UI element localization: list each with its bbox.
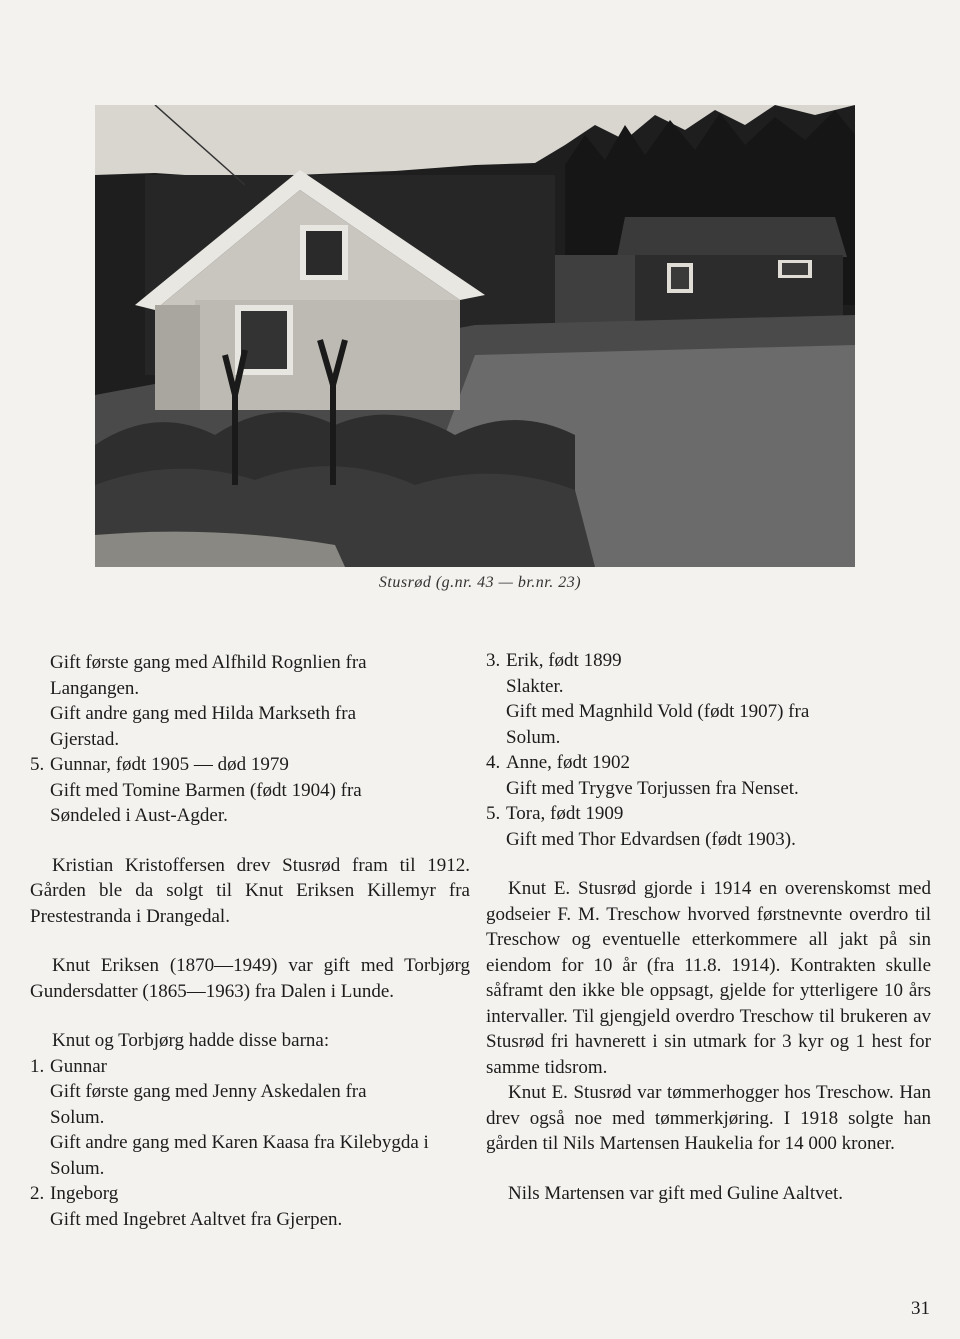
text-line: Gift med Magnhild Vold (født 1907) fra xyxy=(506,701,810,722)
child-number: 1. xyxy=(30,1055,45,1077)
paragraph: Nils Martensen var gift med Guline Aaltvet. xyxy=(508,1182,844,1204)
child-name: Tora, født 1909 xyxy=(506,803,624,824)
text-line: Gift med Tomine Barmen (født 1904) fra xyxy=(50,779,362,801)
child-number: 2. xyxy=(30,1183,45,1204)
child-name: Erik, født 1899 xyxy=(506,650,622,671)
child-entry xyxy=(30,752,470,778)
text-line: Langangen. xyxy=(50,677,140,699)
child-entry xyxy=(486,801,931,827)
paragraph: Knut Eriksen (1870—1949) var gift med Torbjørg Gundersdatter (1865—1963) fra Dalen i Lunde. xyxy=(30,955,470,1002)
text-line: Slakter. xyxy=(506,675,564,697)
page-number: 31 xyxy=(911,1298,930,1319)
right-column xyxy=(486,648,931,1206)
text-line: Solum. xyxy=(50,1106,105,1128)
paragraph: Knut E. Stusrød gjorde i 1914 en overenskomst med godseier F. M. Treschow hvorved førstnevnte overdro til Treschow og eventuelle etterkommere all jakt på sin eiendom for 10 år (fra 11.8. 1914). Kontrakten skulle såframt den ikke ble oppsagt, gjelde for ytterligere 10 års intervaller. Til gjengjeld overdro Treschow til brukeren av Stusrød fri havnerett i sin utmark for 3 kyr og 1 hest for samme tidsrom. xyxy=(486,878,931,1078)
child-entry xyxy=(486,750,931,776)
child-number: 5. xyxy=(486,803,501,824)
text-line: Solum. xyxy=(506,726,561,748)
paragraph: Knut E. Stusrød var tømmerhogger hos Treschow. Han drev også noe med tømmerkjøring. I 1918 solgte han gården til Nils Martensen Haukelia for 14 000 kroner. xyxy=(486,1082,931,1154)
child-number: 3. xyxy=(486,650,501,671)
child-number: 4. xyxy=(486,752,501,773)
text-line: Gift med Thor Edvardsen (født 1903). xyxy=(506,828,796,850)
text-line: Gift første gang med Alfhild Rognlien fra xyxy=(50,652,367,673)
child-entry xyxy=(486,648,931,674)
child-number: 5. xyxy=(30,754,45,775)
photo-caption: Stusrød (g.nr. 43 — br.nr. 23) xyxy=(378,574,582,591)
paragraph: Kristian Kristoffersen drev Stusrød fram til 1912. Gården ble da solgt til Knut Eriksen Killemyr fra Prestestranda i Drangedal. xyxy=(30,854,470,927)
paragraph: Knut og Torbjørg hadde disse barna: xyxy=(52,1030,330,1051)
text-line: Gift med Trygve Torjussen fra Nenset. xyxy=(506,777,799,799)
child-entry xyxy=(30,1054,470,1080)
text-line: Gift med Ingebret Aaltvet fra Gjerpen. xyxy=(50,1208,343,1230)
text-line: Søndeled i Aust-Agder. xyxy=(50,805,228,826)
text-line: Gjerstad. xyxy=(50,728,120,750)
text-line: Gift andre gang med Hilda Markseth fra xyxy=(50,703,357,724)
child-name: Ingeborg xyxy=(50,1183,119,1204)
text-line: Gift første gang med Jenny Askedalen fra xyxy=(50,1081,367,1102)
text-line: Gift andre gang med Karen Kaasa fra Kilebygda i Solum. xyxy=(50,1132,429,1179)
child-name: Anne, født 1902 xyxy=(506,752,631,773)
child-name: Gunnar, født 1905 — død 1979 xyxy=(50,754,289,775)
farm-photograph xyxy=(95,105,855,567)
child-entry xyxy=(30,1181,470,1207)
left-column xyxy=(30,650,470,1232)
child-name: Gunnar xyxy=(50,1055,107,1077)
